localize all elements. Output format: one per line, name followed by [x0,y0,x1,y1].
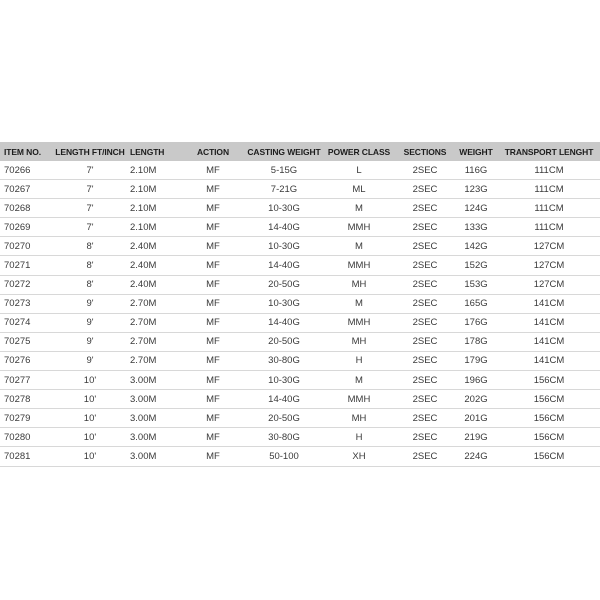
cell-length-ft-inch: 10' [54,447,126,466]
cell-casting-weight: 30-80G [246,351,322,370]
cell-weight: 178G [454,332,498,351]
cell-length: 3.00M [126,409,180,428]
cell-sections: 2SEC [396,256,454,275]
cell-item-no: 70279 [0,409,54,428]
table-row [0,275,600,294]
cell-sections: 2SEC [396,447,454,466]
cell-sections: 2SEC [396,237,454,256]
header-length: LENGTH [126,142,180,161]
cell-power-class: M [322,199,396,218]
cell-action: MF [180,351,246,370]
cell-length-ft-inch: 10' [54,428,126,447]
cell-weight: 124G [454,199,498,218]
cell-casting-weight: 20-50G [246,409,322,428]
cell-length-ft-inch: 10' [54,390,126,409]
rod-spec-table [0,142,600,467]
cell-casting-weight: 5-15G [246,161,322,180]
cell-transport-length: 111CM [498,218,600,237]
cell-sections: 2SEC [396,275,454,294]
cell-transport-length: 111CM [498,161,600,180]
cell-sections: 2SEC [396,390,454,409]
cell-casting-weight: 10-30G [246,371,322,390]
header-transport-length: TRANSPORT LENGHT [498,142,600,161]
cell-length: 2.40M [126,256,180,275]
header-power-class: POWER CLASS [322,142,396,161]
cell-action: MF [180,428,246,447]
cell-weight: 116G [454,161,498,180]
cell-casting-weight: 14-40G [246,313,322,332]
cell-item-no: 70272 [0,275,54,294]
cell-item-no: 70280 [0,428,54,447]
cell-weight: 123G [454,180,498,199]
cell-action: MF [180,275,246,294]
cell-weight: 201G [454,409,498,428]
cell-transport-length: 141CM [498,313,600,332]
cell-item-no: 70267 [0,180,54,199]
table-row [0,447,600,466]
cell-sections: 2SEC [396,371,454,390]
cell-transport-length: 141CM [498,294,600,313]
cell-length: 2.70M [126,294,180,313]
cell-length: 2.10M [126,180,180,199]
cell-casting-weight: 50-100 [246,447,322,466]
cell-sections: 2SEC [396,428,454,447]
cell-length: 2.70M [126,351,180,370]
cell-weight: 196G [454,371,498,390]
cell-transport-length: 141CM [498,332,600,351]
cell-length-ft-inch: 8' [54,275,126,294]
cell-item-no: 70269 [0,218,54,237]
cell-length-ft-inch: 7' [54,199,126,218]
header-sections: SECTIONS [396,142,454,161]
cell-action: MF [180,409,246,428]
header-length-ft-inch: LENGTH FT/INCH [54,142,126,161]
cell-length: 3.00M [126,447,180,466]
cell-power-class: MMH [322,256,396,275]
cell-weight: 179G [454,351,498,370]
cell-length-ft-inch: 10' [54,371,126,390]
cell-action: MF [180,161,246,180]
cell-transport-length: 156CM [498,390,600,409]
table-row [0,218,600,237]
cell-action: MF [180,237,246,256]
cell-transport-length: 156CM [498,447,600,466]
cell-transport-length: 111CM [498,180,600,199]
header-row [0,142,600,161]
cell-casting-weight: 20-50G [246,275,322,294]
cell-action: MF [180,256,246,275]
cell-sections: 2SEC [396,409,454,428]
cell-casting-weight: 10-30G [246,237,322,256]
cell-length-ft-inch: 9' [54,294,126,313]
cell-length: 3.00M [126,428,180,447]
table-row [0,180,600,199]
cell-length-ft-inch: 9' [54,313,126,332]
cell-sections: 2SEC [396,199,454,218]
cell-length-ft-inch: 8' [54,256,126,275]
cell-transport-length: 127CM [498,275,600,294]
cell-power-class: MMH [322,218,396,237]
cell-power-class: H [322,351,396,370]
cell-weight: 224G [454,447,498,466]
cell-sections: 2SEC [396,180,454,199]
cell-length: 2.40M [126,237,180,256]
cell-power-class: M [322,371,396,390]
cell-power-class: MMH [322,313,396,332]
cell-transport-length: 141CM [498,351,600,370]
cell-length-ft-inch: 9' [54,332,126,351]
cell-sections: 2SEC [396,351,454,370]
cell-action: MF [180,332,246,351]
cell-transport-length: 111CM [498,199,600,218]
cell-length-ft-inch: 8' [54,237,126,256]
cell-weight: 142G [454,237,498,256]
cell-sections: 2SEC [396,313,454,332]
cell-weight: 219G [454,428,498,447]
cell-casting-weight: 30-80G [246,428,322,447]
cell-item-no: 70278 [0,390,54,409]
cell-weight: 133G [454,218,498,237]
cell-casting-weight: 10-30G [246,199,322,218]
table-row [0,390,600,409]
cell-casting-weight: 7-21G [246,180,322,199]
table-row [0,332,600,351]
table-row [0,199,600,218]
cell-length-ft-inch: 10' [54,409,126,428]
cell-weight: 152G [454,256,498,275]
cell-casting-weight: 10-30G [246,294,322,313]
cell-power-class: MH [322,275,396,294]
cell-item-no: 70274 [0,313,54,332]
cell-power-class: H [322,428,396,447]
cell-casting-weight: 20-50G [246,332,322,351]
cell-power-class: MH [322,409,396,428]
cell-weight: 176G [454,313,498,332]
cell-item-no: 70271 [0,256,54,275]
cell-weight: 202G [454,390,498,409]
table-row [0,237,600,256]
header-action: ACTION [180,142,246,161]
cell-power-class: M [322,237,396,256]
table-header [0,142,600,161]
cell-length: 2.10M [126,199,180,218]
table-row [0,371,600,390]
header-weight: WEIGHT [454,142,498,161]
cell-action: MF [180,390,246,409]
cell-transport-length: 156CM [498,428,600,447]
table-row [0,256,600,275]
cell-weight: 165G [454,294,498,313]
header-item-no: ITEM NO. [0,142,54,161]
cell-length: 3.00M [126,371,180,390]
cell-length: 2.70M [126,332,180,351]
cell-item-no: 70270 [0,237,54,256]
cell-power-class: M [322,294,396,313]
cell-length-ft-inch: 7' [54,180,126,199]
cell-item-no: 70281 [0,447,54,466]
cell-length-ft-inch: 9' [54,351,126,370]
cell-sections: 2SEC [396,332,454,351]
cell-action: MF [180,294,246,313]
cell-length-ft-inch: 7' [54,161,126,180]
cell-length: 3.00M [126,390,180,409]
cell-transport-length: 127CM [498,237,600,256]
cell-item-no: 70275 [0,332,54,351]
cell-length: 2.10M [126,218,180,237]
cell-length: 2.40M [126,275,180,294]
cell-item-no: 70276 [0,351,54,370]
table-body [0,161,600,466]
cell-item-no: 70266 [0,161,54,180]
cell-action: MF [180,180,246,199]
cell-power-class: MMH [322,390,396,409]
cell-power-class: ML [322,180,396,199]
cell-casting-weight: 14-40G [246,390,322,409]
cell-power-class: L [322,161,396,180]
cell-action: MF [180,447,246,466]
cell-sections: 2SEC [396,218,454,237]
cell-casting-weight: 14-40G [246,218,322,237]
cell-casting-weight: 14-40G [246,256,322,275]
cell-item-no: 70268 [0,199,54,218]
header-casting-weight: CASTING WEIGHT [246,142,322,161]
cell-transport-length: 156CM [498,409,600,428]
cell-sections: 2SEC [396,294,454,313]
cell-action: MF [180,371,246,390]
table-row [0,351,600,370]
cell-power-class: MH [322,332,396,351]
cell-action: MF [180,199,246,218]
table-row [0,161,600,180]
cell-sections: 2SEC [396,161,454,180]
cell-power-class: XH [322,447,396,466]
cell-weight: 153G [454,275,498,294]
table-row [0,409,600,428]
cell-transport-length: 156CM [498,371,600,390]
cell-length: 2.10M [126,161,180,180]
cell-length-ft-inch: 7' [54,218,126,237]
cell-item-no: 70273 [0,294,54,313]
table-row [0,428,600,447]
cell-item-no: 70277 [0,371,54,390]
table-row [0,294,600,313]
table-row [0,313,600,332]
cell-action: MF [180,313,246,332]
cell-length: 2.70M [126,313,180,332]
cell-transport-length: 127CM [498,256,600,275]
cell-action: MF [180,218,246,237]
